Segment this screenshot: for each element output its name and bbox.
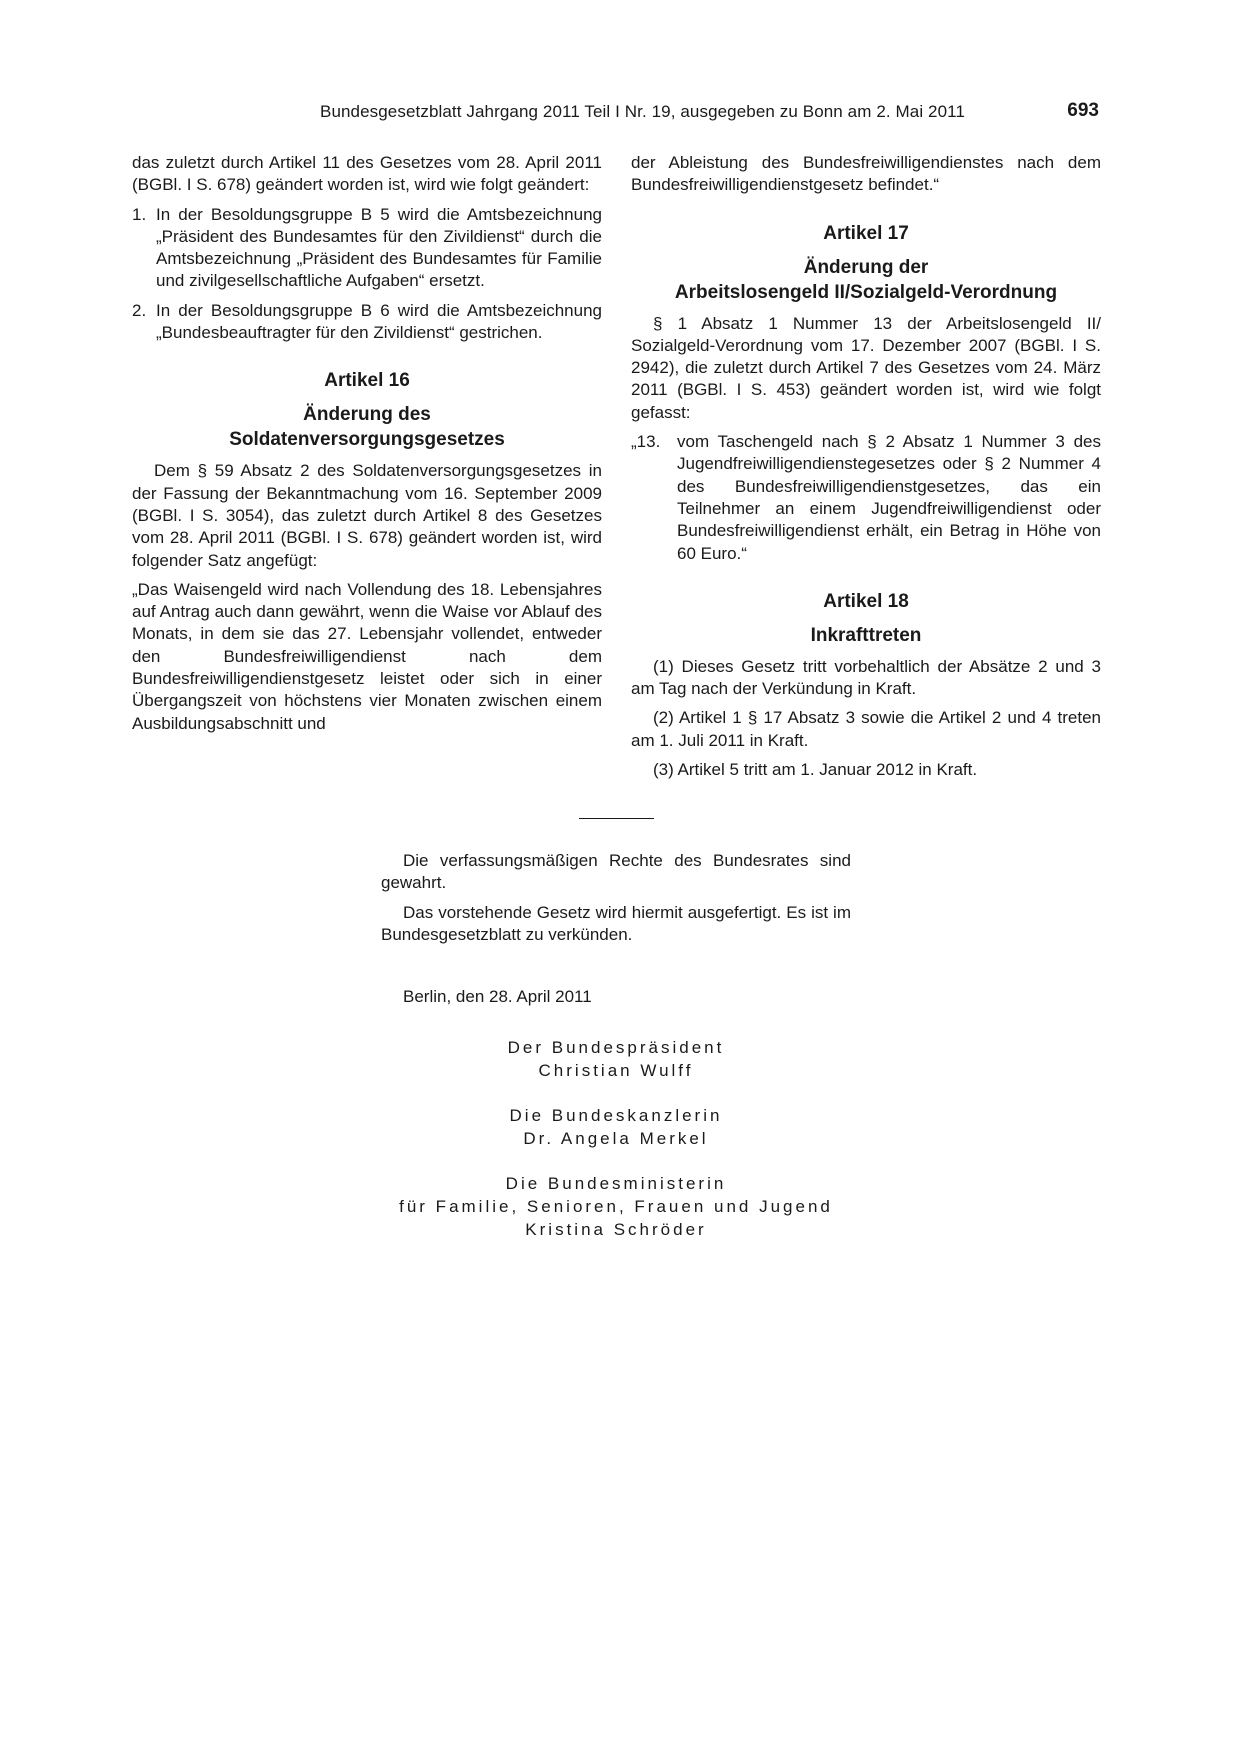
article-17-item-number: „13. bbox=[631, 432, 661, 452]
list-item bbox=[132, 300, 602, 345]
right-column bbox=[631, 152, 1101, 781]
article-17-title bbox=[631, 255, 1101, 305]
list-item bbox=[132, 204, 602, 293]
closing-paragraph: Das vorstehende Gesetz wird hiermit ausgefertigt. Es ist im Bundesgesetzblatt zu verkünden. bbox=[381, 902, 851, 944]
article-17-title-line2: Arbeitslosengeld II/Sozialgeld-Verordnung bbox=[674, 281, 1058, 303]
header-title: Bundesgesetzblatt Jahrgang 2011 Teil I Nr. 19, ausgegeben zu Bonn am 2. Mai 2011 bbox=[320, 102, 965, 121]
signature-block bbox=[331, 1172, 901, 1241]
signature-block bbox=[381, 1036, 851, 1082]
article-16-title-line2: Soldatenversorgungsgesetzes bbox=[229, 429, 505, 451]
article-16-quote: „Das Waisengeld wird nach Vollendung des 18. Lebensjahres auf Antrag auch dann gewährt, wenn die Waise vor Ablauf des Monats, in dem sie das 27. Lebensjahr vollendet, entweder den Bundesfreiwilligendienst nach dem Bundesfreiwilligendienstgesetz leistet oder sich in einer Übergangszeit von höchstens vier Monaten zwischen einem Ausbildungsabschnitt und bbox=[132, 579, 602, 733]
signature-role: Der Bundespräsident bbox=[507, 1038, 725, 1057]
closing-paragraph: Die verfassungsmäßigen Rechte des Bundesrates sind gewahrt. bbox=[381, 851, 851, 893]
article-17-heading: Artikel 17 bbox=[823, 222, 909, 244]
article-17-item bbox=[631, 431, 1101, 565]
signature-role: Die Bundeskanzlerin bbox=[509, 1106, 723, 1125]
intro-paragraph: das zuletzt durch Artikel 11 des Gesetzes vom 28. April 2011 (BGBl. I S. 678) geändert worden ist, wird wie folgt geändert: bbox=[132, 153, 602, 195]
article-18-title: Inkrafttreten bbox=[810, 624, 922, 646]
page-number: 693 bbox=[1067, 100, 1099, 121]
signing-date: Berlin, den 28. April 2011 bbox=[403, 987, 592, 1007]
article-18-paragraph: (3) Artikel 5 tritt am 1. Januar 2012 in Kraft. bbox=[653, 760, 978, 780]
article-16-title-line1: Änderung des bbox=[303, 404, 431, 426]
list-item-text: In der Besoldungsgruppe B 5 wird die Amtsbezeichnung „Präsident des Bundesamtes für den Zivildienst“ durch die Amtsbezeichnung „Präsident des Bundesamtes für Familie und zivilgesellschaftliche Aufgaben“ ersetzt. bbox=[156, 204, 602, 291]
signature-name: Kristina Schröder bbox=[525, 1220, 707, 1239]
list-item-number: 2. bbox=[132, 300, 147, 320]
section-divider bbox=[579, 818, 654, 819]
article-16-title bbox=[132, 402, 602, 452]
page-header bbox=[130, 100, 1105, 130]
signature-role: Die Bundesministerin bbox=[505, 1174, 727, 1193]
closing-block bbox=[381, 850, 851, 1008]
article-18-heading: Artikel 18 bbox=[823, 590, 909, 612]
signature-block bbox=[381, 1104, 851, 1150]
article-17-item-text: vom Taschengeld nach § 2 Absatz 1 Nummer 3 des Jugendfreiwilligendienstegesetzes oder § 2 Nummer 4 des Bundesfreiwilligendienstgesetzes, das ein Teilnehmer an einem Jugendfreiwilligendienst oder Bundesfreiwilligendienst erhält, ein Betrag in Höhe von 60 Euro.“ bbox=[677, 432, 1101, 563]
continuation-paragraph: der Ableistung des Bundesfreiwilligendienstes nach dem Bundesfreiwilligendienstgesetz befindet.“ bbox=[631, 153, 1101, 195]
list-item-text: In der Besoldungsgruppe B 6 wird die Amtsbezeichnung „Bundesbeauftragter für den Zivildienst“ gestrichen. bbox=[156, 300, 602, 343]
article-18-paragraph: (2) Artikel 1 § 17 Absatz 3 sowie die Artikel 2 und 4 treten am 1. Juli 2011 in Kraft. bbox=[631, 708, 1101, 750]
article-16-heading: Artikel 16 bbox=[324, 370, 410, 392]
signature-name: Dr. Angela Merkel bbox=[523, 1129, 709, 1148]
signature-role-line2: für Familie, Senioren, Frauen und Jugend bbox=[399, 1197, 833, 1216]
article-17-paragraph: § 1 Absatz 1 Nummer 13 der Arbeitslosengeld II/ Sozialgeld-Verordnung vom 17. Dezember 2007 (BGBl. I S. 2942), die zuletzt durch Artikel 7 des Gesetzes vom 24. März 2011 (BGBl. I S. 453) geändert worden ist, wird wie folgt gefasst: bbox=[631, 313, 1101, 422]
list-item-number: 1. bbox=[132, 204, 147, 224]
article-16-paragraph: Dem § 59 Absatz 2 des Soldatenversorgungsgesetzes in der Fassung der Bekanntmachung vom 16. September 2009 (BGBl. I S. 3054), das zuletzt durch Artikel 8 des Gesetzes vom 28. April 2011 (BGBl. I S. 678) geändert worden ist, wird folgender Satz angefügt: bbox=[132, 461, 602, 570]
article-18-paragraph: (1) Dieses Gesetz tritt vorbehaltlich der Absätze 2 und 3 am Tag nach der Verkündung in Kraft. bbox=[631, 656, 1101, 699]
article-17-title-line1: Änderung der bbox=[803, 256, 929, 278]
left-column bbox=[132, 152, 602, 735]
signature-name: Christian Wulff bbox=[538, 1061, 694, 1080]
